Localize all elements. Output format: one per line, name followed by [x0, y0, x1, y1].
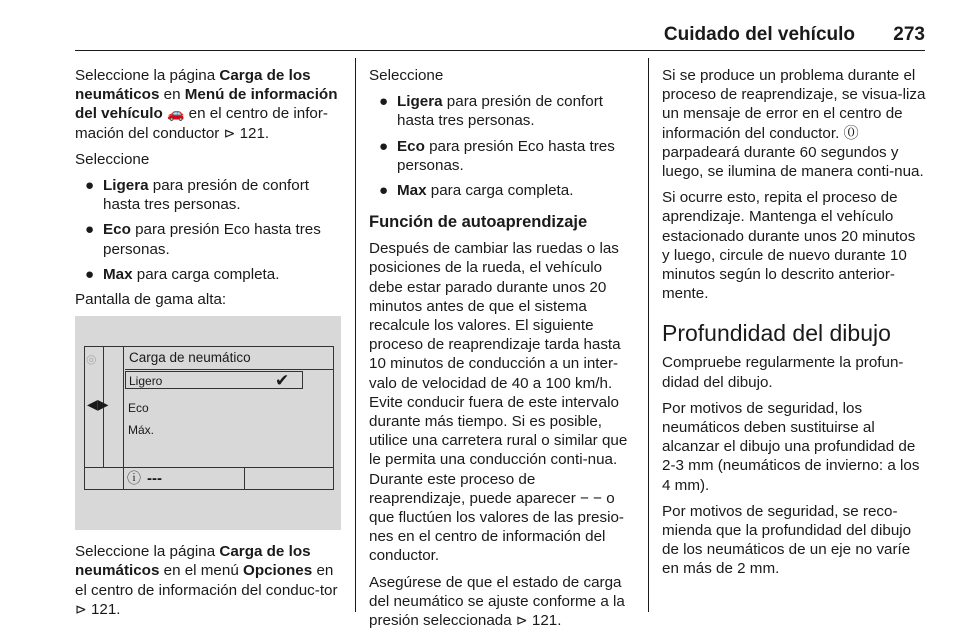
display-option: Eco: [128, 401, 149, 416]
page-number: 273: [893, 24, 925, 45]
list-item: ● Eco para presión Eco hasta tres personas.: [379, 137, 615, 174]
bullet-list: [75, 176, 341, 284]
display-illustration: [75, 316, 341, 530]
ref-arrow-icon: ⊳: [75, 600, 87, 617]
page-title: Cuidado del vehículo: [663, 24, 855, 45]
list-item: ● Ligera para presión de confort hasta tres personas.: [85, 177, 309, 214]
paragraph: Seleccione: [369, 67, 444, 84]
paragraph: Pantalla de gama alta:: [75, 291, 227, 309]
bullet-list: [369, 92, 632, 200]
paragraph: Asegúrese de que el estado de carga del neumático se ajuste conforme a la presión seleccionada ⊳ 121.: [369, 573, 625, 630]
paragraph: Por motivos de seguridad, se reco-mienda que la profundidad del dibujo de los neumáticos de un eje no varíe en más de 2 mm.: [662, 502, 912, 578]
list-item: ● Eco para presión Eco hasta tres personas.: [85, 221, 321, 258]
column-divider: [648, 58, 649, 612]
ref-arrow-icon: ⊳: [223, 124, 236, 141]
list-item: ● Max para carga completa.: [379, 182, 574, 200]
paragraph: Si ocurre esto, repita el proceso de aprendizaje. Mantenga el vehículo estacionado durante unos 20 minutos y luego, circule de nuevo durante 10 minutos según lo descrito anterior-mente.: [662, 189, 916, 303]
checkmark-icon: ✔: [275, 371, 290, 391]
section-heading: Profundidad del dibujo: [662, 320, 891, 347]
display-selected-option: Ligero: [125, 371, 303, 389]
column-divider: [355, 58, 356, 612]
tire-pressure-warning-icon: ⓘ: [127, 470, 141, 487]
paragraph: Si se produce un problema durante el proceso de reaprendizaje, se visua-liza un mensaje de error en el centro de información del conductor. ⓪ parpadeará durante 60 segundos y luego, se ilumina de manera conti-nua.: [662, 67, 926, 181]
paragraph: Seleccione la página Carga de los neumáticos en el menú Opciones en el centro de información del conduc-tor ⊳ 121.: [75, 543, 338, 618]
list-item: ● Max para carga completa.: [85, 265, 280, 283]
arrows-icon: ◀▶: [87, 396, 109, 413]
column-2: [369, 66, 632, 637]
paragraph: Compruebe regularmente la profun-didad del dibujo.: [662, 354, 904, 391]
display-title: Carga de neumático: [125, 347, 333, 370]
ref-arrow-icon: ⊳: [515, 612, 528, 629]
tire-icon: ◎: [86, 352, 97, 367]
column-3: [662, 66, 927, 586]
list-item: ● Ligera para presión de confort hasta tres personas.: [379, 93, 603, 130]
display-value: ---: [147, 470, 162, 488]
display-frame: [84, 346, 334, 490]
car-info-icon: 🚗: [167, 105, 185, 122]
paragraph: Después de cambiar las ruedas o las posiciones de la rueda, el vehículo debe estar parado durante unos 20 minutos antes de que el sistema recalcule los valores. El siguiente proceso de reaprendizaje tarda hasta 10 minutos de conducción a un inter-valo de velocidad de 40 a 100 km/h. Evite conducir fuera de este intervalo durante más tiempo. Si es posible, utilice una carretera rural o similar que le permita una conducción conti-nua. Durante este proceso de reaprendizaje, puede aparecer − − o que fluctúen los valores de las presio-nes en el centro de información del conductor.: [369, 240, 628, 565]
column-1: [75, 66, 341, 626]
paragraph: Seleccione la página Carga de los neumáticos en Menú de información del vehículo 🚗 en el centro de infor-mación del conductor ⊳ 121.: [75, 67, 338, 142]
paragraph: Por motivos de seguridad, los neumáticos deben sustituirse al alcanzar el dibujo una profundidad de 2-3 mm (neumáticos de invierno: a los 4 mm).: [662, 399, 920, 494]
section-heading: Función de autoaprendizaje: [369, 213, 588, 232]
page-header: [75, 24, 925, 51]
paragraph: Seleccione: [75, 150, 150, 168]
tire-pressure-warning-icon: ⓪: [843, 124, 859, 142]
display-option: Máx.: [128, 423, 155, 438]
